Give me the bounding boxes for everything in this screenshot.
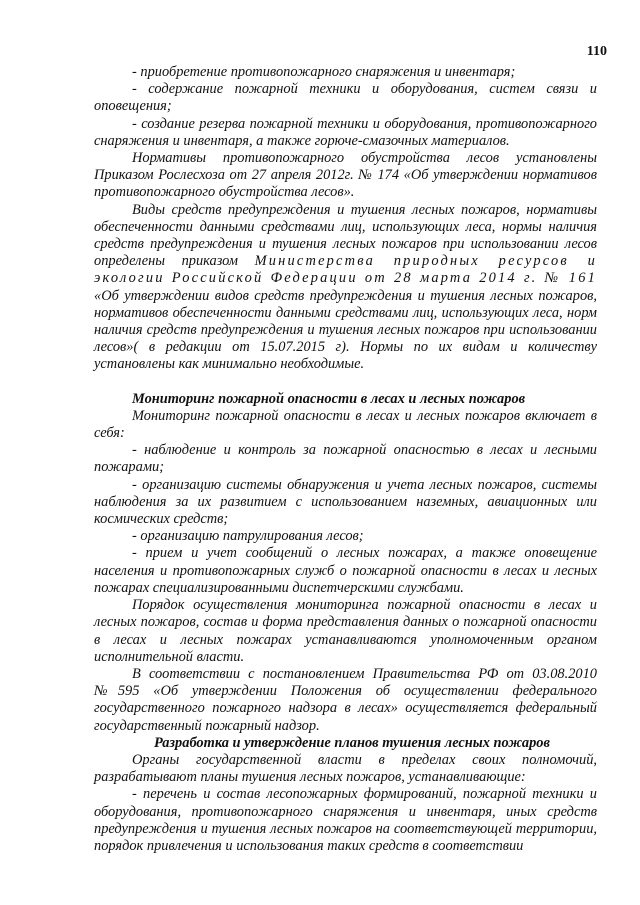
paragraph: В соответствии с постановлением Правительства РФ от 03.08.2010 №595 «Об утверждении Положения об осуществлении федерального государственного пожарного надзора в лесах» осуществляется федеральный государственный пожарный надзор. <box>94 665 597 734</box>
list-item: - наблюдение и контроль за пожарной опасностью в лесах и лесными пожарами; <box>94 442 597 476</box>
text-span: «Об утверждении видов средств предупреждения и тушения лесных пожаров, нормативов обеспеченности данными средствами лиц, использующих леса, норм наличия средств предупреждения и тушения лесных пожаров при использовании лесов»( в редакции от 15.07.2015 г). Нормы по их видам и количеству установлены как минимально необходимые. <box>94 287 597 373</box>
section-heading: Разработка и утверждение планов тушения лесных пожаров <box>154 734 550 751</box>
list-item: - перечень и состав лесопожарных формирований, пожарной техники и оборудования, противопожарного снаряжения и инвентаря, иных средств предупреждения и тушения лесных пожаров на соответствующей территории, порядок привлечения и использования таких средств в соответствии <box>94 786 597 854</box>
paragraph: Нормативы противопожарного обустройства лесов установлены Приказом Рослесхоза от 27 апреля 2012г. № 174 «Об утверждении нормативов противопожарного обустройства лесов». <box>94 150 597 201</box>
section-heading: Мониторинг пожарной опасности в лесах и лесных пожаров <box>132 390 526 407</box>
list-item: - прием и учет сообщений о лесных пожарах, а также оповещение населения и противопожарных служб о пожарной опасности в лесах и лесных пожарах специализированными диспетчерскими службами. <box>94 545 597 596</box>
paragraph-types <box>94 202 597 374</box>
page-number: 110 <box>586 44 607 59</box>
list-item: - организацию патрулирования лесов; <box>132 528 364 545</box>
page-body <box>94 64 597 855</box>
list-item: - организацию системы обнаружения и учета лесных пожаров, системы наблюдения за их развитием с использованием наземных, авиационных или космических средств; <box>94 476 597 528</box>
text-span: Виды средств предупреждения и тушения лесных пожаров, нормативы обеспеченности данными средствами лиц, использующих леса, нормы наличия средств предупреждения и тушения лесных пожаров при использовании лесов определены приказом <box>94 201 597 270</box>
paragraph: Мониторинг пожарной опасности в лесах и лесных пожаров включает в себя: <box>94 407 597 442</box>
paragraph: Органы государственной власти в пределах своих полномочий, разрабатывают планы тушения лесных пожаров, устанавливающие: <box>94 751 597 786</box>
list-item: - приобретение противопожарного снаряжения и инвентаря; <box>132 64 516 80</box>
list-item: - содержание пожарной техники и оборудования, систем связи и оповещения; <box>94 81 597 115</box>
paragraph: Порядок осуществления мониторинга пожарной опасности в лесах и лесных пожаров, состав и форма представления данных о пожарной опасности в лесах и лесных пожарах устанавливаются уполномоченным органом исполнительной власти. <box>94 597 597 665</box>
list-item: - создание резерва пожарной техники и оборудования, противопожарного снаряжения и инвентаря, а также горюче-смазочных материалов. <box>94 115 597 149</box>
text-span-spaced: Министерства природных ресурсов и экологии Российской Федерации от 28 марта 2014 г. № 161 <box>94 253 597 287</box>
